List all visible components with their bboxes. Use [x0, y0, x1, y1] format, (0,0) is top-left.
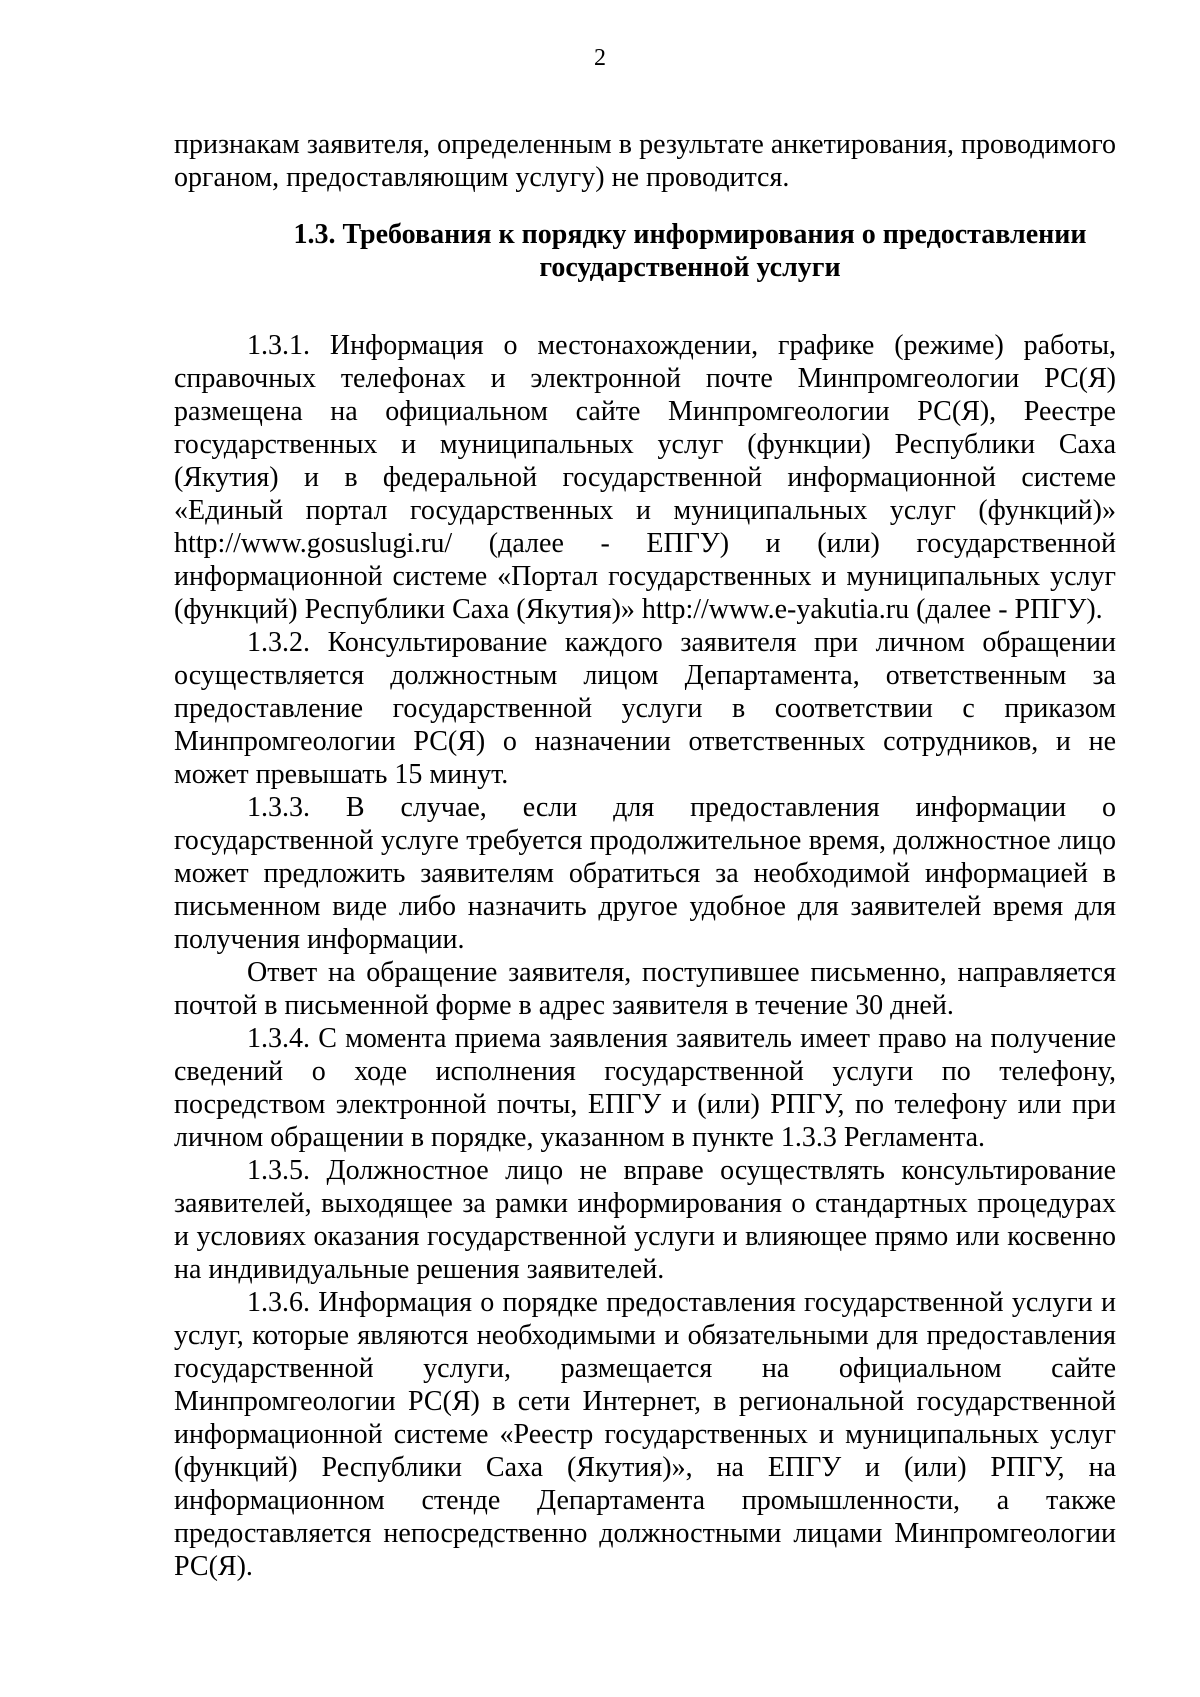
section-heading: [174, 218, 1116, 284]
heading-spacer: [174, 284, 1116, 329]
section-heading-line-2: государственной услуги: [539, 252, 841, 283]
paragraph-1-3-3: 1.3.3. В случае, если для предоставления информации о государственной услуге требуется продолжительное время, должностное лицо может предложить заявителям обратиться за необходимой информацией в письменном виде либо назначить другое удобное для заявителей время для получения информации.: [174, 792, 1116, 955]
paragraph-1-3-4: 1.3.4. С момента приема заявления заявитель имеет право на получение сведений о ходе исполнения государственной услуги по телефону, посредством электронной почты, ЕПГУ и (или) РПГУ, по телефону или при личном обращении в порядке, указанном в пункте 1.3.3 Регламента.: [174, 1023, 1116, 1153]
paragraph-1-3-5: 1.3.5. Должностное лицо не вправе осуществлять консультирование заявителей, выходящее за рамки информирования о стандартных процедурах и условиях оказания государственной услуги и влияющее прямо или косвенно на индивидуальные решения заявителей.: [174, 1155, 1116, 1285]
paragraph-1-3-6: 1.3.6. Информация о порядке предоставления государственной услуги и услуг, которые являются необходимыми и обязательными для предоставления государственной услуги, размещается на официальном сайте Минпромгеологии РС(Я) в сети Интернет, в региональной государственной информационной системе «Реестр государственных и муниципальных услуг (функций) Республики Саха (Якутия)», на ЕПГУ и (или) РПГУ, на информационном стенде Департамента промышленности, а также предоставляется непосредственно должностными лицами Минпромгеологии РС(Я).: [174, 1287, 1116, 1582]
paragraph-response: Ответ на обращение заявителя, поступившее письменно, направляется почтой в письменной форме в адрес заявителя в течение 30 дней.: [174, 957, 1116, 1021]
paragraph-continued: признакам заявителя, определенным в результате анкетирования, проводимого органом, предоставляющим услугу) не проводится.: [174, 129, 1116, 193]
document-body: [174, 128, 1116, 1583]
page-number: 2: [594, 45, 606, 71]
paragraph-1-3-2: 1.3.2. Консультирование каждого заявителя при личном обращении осуществляется должностным лицом Департамента, ответственным за предоставление государственной услуги в соответствии с приказом Минпромгеологии РС(Я) о назначении ответственных сотрудников, и не может превышать 15 минут.: [174, 627, 1116, 790]
paragraph-1-3-1: 1.3.1. Информация о местонахождении, графике (режиме) работы, справочных телефонах и электронной почте Минпромгеологии РС(Я) размещена на официальном сайте Минпромгеологии РС(Я), Реестре государственных и муниципальных услуг (функции) Республики Саха (Якутия) и в федеральной государственной информационной системе «Единый портал государственных и муниципальных услуг (функций)» http://www.gosuslugi.ru/ (далее - ЕПГУ) и (или) государственной информационной системе «Портал государственных и муниципальных услуг (функций) Республики Саха (Якутия)» http://www.e-yakutia.ru (далее - РПГУ).: [174, 330, 1116, 625]
section-heading-line-1: 1.3. Требования к порядку информирования о предоставлении: [293, 219, 1087, 250]
